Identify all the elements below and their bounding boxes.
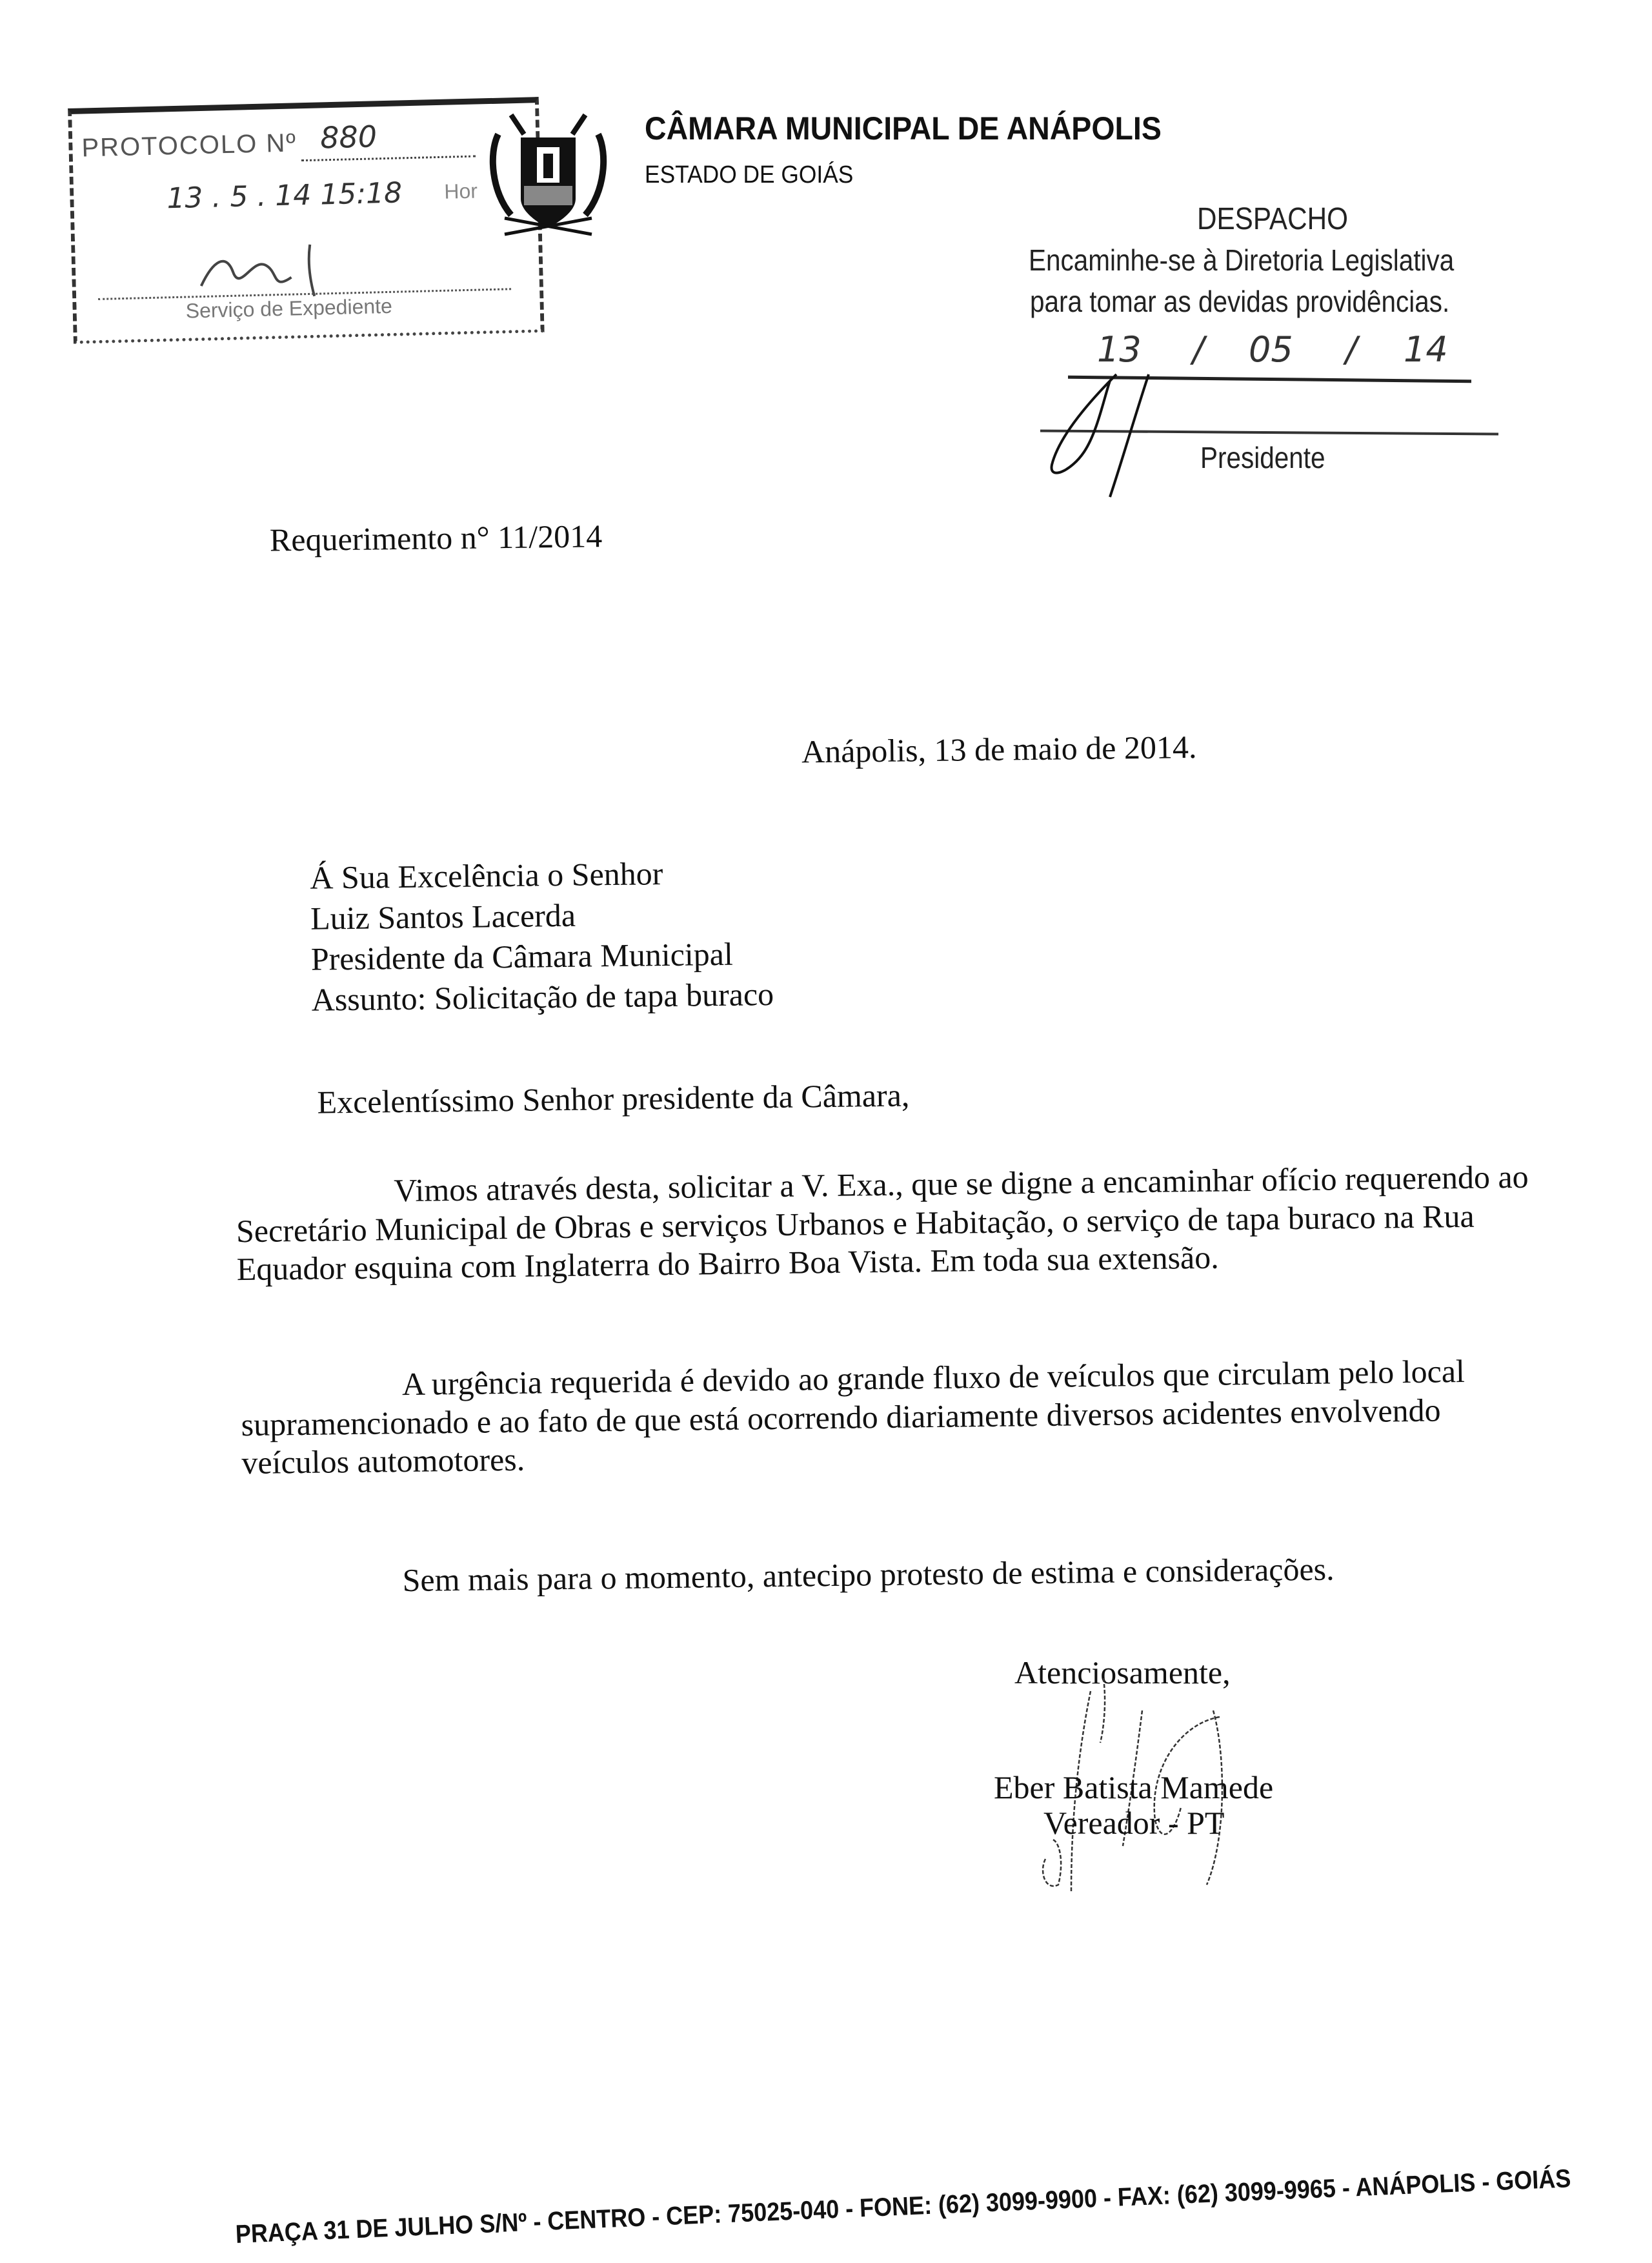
despacho-title: DESPACHO: [1197, 202, 1348, 236]
request-reference: Requerimento n° 11/2014: [269, 518, 603, 558]
despacho-line2: para tomar as devidas providências.: [1030, 285, 1450, 318]
despacho-signer-role: Presidente: [1200, 441, 1325, 474]
addressee-subject: Assunto: Solicitação de tapa buraco: [311, 975, 774, 1018]
institution-title: CÂMARA MUNICIPAL DE ANÁPOLIS: [645, 110, 1162, 147]
paragraph2-line: veículos automotores.: [241, 1441, 525, 1481]
despacho-date-sep1: /: [1193, 329, 1205, 370]
institution-subtitle: ESTADO DE GOIÁS: [645, 161, 854, 188]
addressee-line: Presidente da Câmara Municipal: [310, 935, 734, 977]
despacho-line1: Encaminhe-se à Diretoria Legislativa: [1029, 243, 1455, 277]
closing: Atenciosamente,: [1014, 1654, 1231, 1690]
stamp-hour-label: Hor: [443, 179, 478, 203]
despacho-date-day: 13: [1097, 329, 1142, 370]
despacho-date-month: 05: [1249, 329, 1293, 370]
despacho-date-year: 14: [1404, 329, 1448, 370]
addressee-line: Á Sua Excelência o Senhor: [310, 855, 663, 896]
despacho-date-sep2: /: [1345, 329, 1358, 370]
stamp-datetime: 13 . 5 . 14 15:18: [166, 176, 403, 216]
signer-name: Eber Batista Mamede: [994, 1769, 1274, 1805]
stamp-label: PROTOCOLO Nº: [81, 128, 297, 163]
paragraph1-line: Vimos através desta, solicitar a V. Exa., que se digne a encaminhar ofício requerendo ao: [393, 1158, 1529, 1209]
paragraph2-line: supramencionado e ao fato de que está ocorrendo diariamente diversos acidentes envolvendo: [241, 1392, 1441, 1443]
place-date: Anápolis, 13 de maio de 2014.: [801, 728, 1197, 770]
paragraph1-line: Equador esquina com Inglaterra do Bairro Boa Vista. Em toda sua extensão.: [236, 1239, 1220, 1288]
addressee-line: Luiz Santos Lacerda: [310, 897, 576, 937]
footer-address: PRAÇA 31 DE JULHO S/Nº - CENTRO - CEP: 75025-040 - FONE: (62) 3099-9900 - FAX: (62) 3099-9965 - ANÁPOLIS - GOIÁS: [235, 2164, 1572, 2249]
closing-paragraph: Sem mais para o momento, antecipo protesto de estima e considerações.: [402, 1550, 1335, 1599]
salutation: Excelentíssimo Senhor presidente da Câmara,: [317, 1077, 910, 1121]
paragraph2-line: A urgência requerida é devido ao grande fluxo de veículos que circulam pelo local: [401, 1352, 1466, 1403]
stamp-number: 880: [319, 119, 378, 156]
stamp-department: Serviço de Expediente: [185, 294, 393, 323]
signer-role: Vereador - PT: [1043, 1805, 1225, 1841]
paragraph1-line: Secretário Municipal de Obras e serviços Urbanos e Habitação, o serviço de tapa buraco na Rua: [236, 1197, 1475, 1250]
